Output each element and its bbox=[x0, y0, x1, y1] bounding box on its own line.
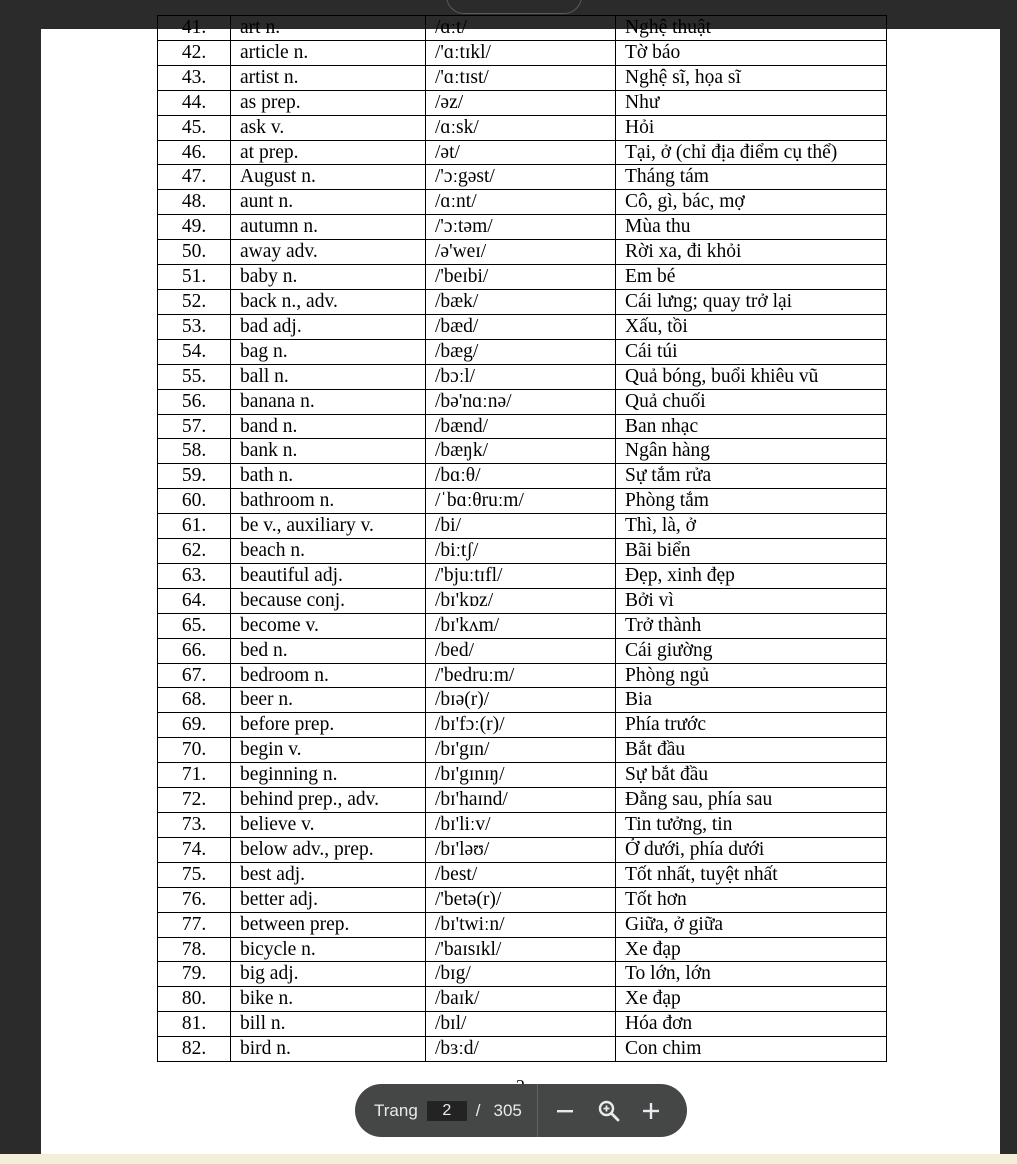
word-cell: bedroom n. bbox=[231, 663, 426, 688]
meaning-cell: Tốt hơn bbox=[616, 887, 887, 912]
vocabulary-table bbox=[157, 15, 887, 1062]
top-tab-handle bbox=[446, 0, 582, 14]
row-number: 41. bbox=[158, 16, 231, 41]
ipa-cell: /'ɑːtɪst/ bbox=[426, 65, 616, 90]
table-row bbox=[158, 713, 887, 738]
page-label: Trang bbox=[374, 1100, 418, 1120]
table-row bbox=[158, 862, 887, 887]
ipa-cell: /bɪ'fɔː(r)/ bbox=[426, 713, 616, 738]
table-row bbox=[158, 314, 887, 339]
meaning-cell: Tốt nhất, tuyệt nhất bbox=[616, 862, 887, 887]
ipa-cell: /'ɔːgəst/ bbox=[426, 165, 616, 190]
word-cell: article n. bbox=[231, 40, 426, 65]
word-cell: bank n. bbox=[231, 439, 426, 464]
row-number: 63. bbox=[158, 563, 231, 588]
word-cell: art n. bbox=[231, 16, 426, 41]
ipa-cell: /bɔːl/ bbox=[426, 364, 616, 389]
word-cell: band n. bbox=[231, 414, 426, 439]
table-row bbox=[158, 837, 887, 862]
zoom-icon bbox=[597, 1099, 621, 1123]
meaning-cell: Hóa đơn bbox=[616, 1012, 887, 1037]
table-row bbox=[158, 16, 887, 41]
word-cell: behind prep., adv. bbox=[231, 788, 426, 813]
word-cell: better adj. bbox=[231, 887, 426, 912]
ipa-cell: /bɪ'gɪnɪŋ/ bbox=[426, 763, 616, 788]
word-cell: artist n. bbox=[231, 65, 426, 90]
word-cell: believe v. bbox=[231, 813, 426, 838]
table-row bbox=[158, 788, 887, 813]
table-row bbox=[158, 688, 887, 713]
word-cell: begin v. bbox=[231, 738, 426, 763]
table-row bbox=[158, 563, 887, 588]
ipa-cell: /bi/ bbox=[426, 514, 616, 539]
vocabulary-table-body bbox=[158, 16, 887, 1062]
row-number: 74. bbox=[158, 837, 231, 862]
bottom-taskbar-strip bbox=[0, 1154, 1017, 1164]
ipa-cell: /'baɪsɪkl/ bbox=[426, 937, 616, 962]
table-row bbox=[158, 464, 887, 489]
total-pages: 305 bbox=[493, 1100, 522, 1120]
meaning-cell: Nghệ thuật bbox=[616, 16, 887, 41]
meaning-cell: Tháng tám bbox=[616, 165, 887, 190]
ipa-cell: /bɪə(r)/ bbox=[426, 688, 616, 713]
row-number: 76. bbox=[158, 887, 231, 912]
meaning-cell: Sự bắt đầu bbox=[616, 763, 887, 788]
word-cell: bathroom n. bbox=[231, 489, 426, 514]
word-cell: at prep. bbox=[231, 140, 426, 165]
ipa-cell: /bænd/ bbox=[426, 414, 616, 439]
row-number: 55. bbox=[158, 364, 231, 389]
table-row bbox=[158, 389, 887, 414]
row-number: 65. bbox=[158, 613, 231, 638]
ipa-cell: /'bedruːm/ bbox=[426, 663, 616, 688]
word-cell: before prep. bbox=[231, 713, 426, 738]
word-cell: beautiful adj. bbox=[231, 563, 426, 588]
table-row bbox=[158, 638, 887, 663]
ipa-cell: /bɪ'kɒz/ bbox=[426, 588, 616, 613]
pdf-page bbox=[41, 17, 1000, 1154]
meaning-cell: Giữa, ở giữa bbox=[616, 912, 887, 937]
row-number: 79. bbox=[158, 962, 231, 987]
ipa-cell: /bæg/ bbox=[426, 339, 616, 364]
page-number-input[interactable] bbox=[427, 1101, 467, 1121]
table-row bbox=[158, 663, 887, 688]
word-cell: autumn n. bbox=[231, 215, 426, 240]
row-number: 50. bbox=[158, 240, 231, 265]
table-row bbox=[158, 763, 887, 788]
ipa-cell: /'ɑːtɪkl/ bbox=[426, 40, 616, 65]
word-cell: ball n. bbox=[231, 364, 426, 389]
ipa-cell: /ə'weɪ/ bbox=[426, 240, 616, 265]
table-row bbox=[158, 140, 887, 165]
table-row bbox=[158, 190, 887, 215]
meaning-cell: Đẹp, xinh đẹp bbox=[616, 563, 887, 588]
word-cell: ask v. bbox=[231, 115, 426, 140]
ipa-cell: /bɑːθ/ bbox=[426, 464, 616, 489]
ipa-cell: /bə'nɑːnə/ bbox=[426, 389, 616, 414]
row-number: 75. bbox=[158, 862, 231, 887]
ipa-cell: /'ɔːtəm/ bbox=[426, 215, 616, 240]
meaning-cell: Xe đạp bbox=[616, 987, 887, 1012]
table-row bbox=[158, 439, 887, 464]
row-number: 82. bbox=[158, 1037, 231, 1062]
meaning-cell: Như bbox=[616, 90, 887, 115]
row-number: 71. bbox=[158, 763, 231, 788]
word-cell: become v. bbox=[231, 613, 426, 638]
table-row bbox=[158, 289, 887, 314]
row-number: 59. bbox=[158, 464, 231, 489]
table-row bbox=[158, 215, 887, 240]
table-row bbox=[158, 613, 887, 638]
ipa-cell: /'bjuːtɪfl/ bbox=[426, 563, 616, 588]
ipa-cell: /bɪg/ bbox=[426, 962, 616, 987]
row-number: 42. bbox=[158, 40, 231, 65]
row-number: 66. bbox=[158, 638, 231, 663]
row-number: 56. bbox=[158, 389, 231, 414]
meaning-cell: Bia bbox=[616, 688, 887, 713]
meaning-cell: Nghệ sĩ, họa sĩ bbox=[616, 65, 887, 90]
ipa-cell: /bɪ'kʌm/ bbox=[426, 613, 616, 638]
table-row bbox=[158, 1012, 887, 1037]
row-number: 80. bbox=[158, 987, 231, 1012]
word-cell: bad adj. bbox=[231, 314, 426, 339]
table-row bbox=[158, 539, 887, 564]
table-row bbox=[158, 489, 887, 514]
row-number: 49. bbox=[158, 215, 231, 240]
row-number: 77. bbox=[158, 912, 231, 937]
row-number: 61. bbox=[158, 514, 231, 539]
word-cell: bike n. bbox=[231, 987, 426, 1012]
word-cell: aunt n. bbox=[231, 190, 426, 215]
word-cell: bed n. bbox=[231, 638, 426, 663]
meaning-cell: Bởi vì bbox=[616, 588, 887, 613]
row-number: 43. bbox=[158, 65, 231, 90]
meaning-cell: Ở dưới, phía dưới bbox=[616, 837, 887, 862]
table-row bbox=[158, 1037, 887, 1062]
row-number: 44. bbox=[158, 90, 231, 115]
word-cell: between prep. bbox=[231, 912, 426, 937]
row-number: 64. bbox=[158, 588, 231, 613]
meaning-cell: Xe đạp bbox=[616, 937, 887, 962]
table-row bbox=[158, 937, 887, 962]
word-cell: back n., adv. bbox=[231, 289, 426, 314]
word-cell: best adj. bbox=[231, 862, 426, 887]
row-number: 73. bbox=[158, 813, 231, 838]
meaning-cell: Đằng sau, phía sau bbox=[616, 788, 887, 813]
zoom-button[interactable] bbox=[596, 1096, 622, 1126]
ipa-cell: /ɑːsk/ bbox=[426, 115, 616, 140]
word-cell: bag n. bbox=[231, 339, 426, 364]
ipa-cell: /best/ bbox=[426, 862, 616, 887]
ipa-cell: /bɪl/ bbox=[426, 1012, 616, 1037]
meaning-cell: Cô, gì, bác, mợ bbox=[616, 190, 887, 215]
row-number: 81. bbox=[158, 1012, 231, 1037]
page-separator: / bbox=[475, 1100, 481, 1120]
ipa-cell: /bɪ'gɪn/ bbox=[426, 738, 616, 763]
row-number: 67. bbox=[158, 663, 231, 688]
ipa-cell: /bɪ'twiːn/ bbox=[426, 912, 616, 937]
row-number: 47. bbox=[158, 165, 231, 190]
meaning-cell: Trở thành bbox=[616, 613, 887, 638]
ipa-cell: /ɑːnt/ bbox=[426, 190, 616, 215]
meaning-cell: Phòng ngủ bbox=[616, 663, 887, 688]
table-row bbox=[158, 588, 887, 613]
table-row bbox=[158, 987, 887, 1012]
pager-divider bbox=[537, 1084, 538, 1137]
meaning-cell: Quả bóng, buổi khiêu vũ bbox=[616, 364, 887, 389]
table-row bbox=[158, 738, 887, 763]
word-cell: banana n. bbox=[231, 389, 426, 414]
table-row bbox=[158, 265, 887, 290]
meaning-cell: Tin tưởng, tin bbox=[616, 813, 887, 838]
meaning-cell: Xấu, tồi bbox=[616, 314, 887, 339]
meaning-cell: Em bé bbox=[616, 265, 887, 290]
row-number: 46. bbox=[158, 140, 231, 165]
meaning-cell: Tờ báo bbox=[616, 40, 887, 65]
meaning-cell: Cái túi bbox=[616, 339, 887, 364]
ipa-cell: /bed/ bbox=[426, 638, 616, 663]
row-number: 53. bbox=[158, 314, 231, 339]
row-number: 70. bbox=[158, 738, 231, 763]
ipa-cell: /'beɪbi/ bbox=[426, 265, 616, 290]
meaning-cell: Bãi biển bbox=[616, 539, 887, 564]
word-cell: be v., auxiliary v. bbox=[231, 514, 426, 539]
ipa-cell: /bæd/ bbox=[426, 314, 616, 339]
meaning-cell: Cái giường bbox=[616, 638, 887, 663]
row-number: 72. bbox=[158, 788, 231, 813]
meaning-cell: Sự tắm rửa bbox=[616, 464, 887, 489]
word-cell: beer n. bbox=[231, 688, 426, 713]
ipa-cell: /bɪ'ləʊ/ bbox=[426, 837, 616, 862]
meaning-cell: Bắt đầu bbox=[616, 738, 887, 763]
plus-icon bbox=[641, 1101, 661, 1121]
table-row bbox=[158, 887, 887, 912]
meaning-cell: Quả chuối bbox=[616, 389, 887, 414]
table-row bbox=[158, 90, 887, 115]
word-cell: beginning n. bbox=[231, 763, 426, 788]
word-cell: because conj. bbox=[231, 588, 426, 613]
word-cell: away adv. bbox=[231, 240, 426, 265]
word-cell: big adj. bbox=[231, 962, 426, 987]
word-cell: as prep. bbox=[231, 90, 426, 115]
meaning-cell: Ban nhạc bbox=[616, 414, 887, 439]
meaning-cell: To lớn, lớn bbox=[616, 962, 887, 987]
word-cell: bath n. bbox=[231, 464, 426, 489]
ipa-cell: /biːtʃ/ bbox=[426, 539, 616, 564]
row-number: 78. bbox=[158, 937, 231, 962]
zoom-out-button[interactable] bbox=[550, 1096, 580, 1126]
ipa-cell: /ət/ bbox=[426, 140, 616, 165]
table-row bbox=[158, 165, 887, 190]
table-row bbox=[158, 962, 887, 987]
meaning-cell: Hỏi bbox=[616, 115, 887, 140]
row-number: 69. bbox=[158, 713, 231, 738]
ipa-cell: /bæk/ bbox=[426, 289, 616, 314]
ipa-cell: /'betə(r)/ bbox=[426, 887, 616, 912]
table-row bbox=[158, 414, 887, 439]
word-cell: baby n. bbox=[231, 265, 426, 290]
ipa-cell: /ɑːt/ bbox=[426, 16, 616, 41]
table-row bbox=[158, 65, 887, 90]
meaning-cell: Thì, là, ở bbox=[616, 514, 887, 539]
meaning-cell: Tại, ở (chỉ địa điểm cụ thể) bbox=[616, 140, 887, 165]
table-row bbox=[158, 364, 887, 389]
row-number: 57. bbox=[158, 414, 231, 439]
zoom-in-button[interactable] bbox=[636, 1096, 666, 1126]
ipa-cell: /bɪ'haɪnd/ bbox=[426, 788, 616, 813]
ipa-cell: /bɪ'liːv/ bbox=[426, 813, 616, 838]
row-number: 52. bbox=[158, 289, 231, 314]
row-number: 48. bbox=[158, 190, 231, 215]
meaning-cell: Phòng tắm bbox=[616, 489, 887, 514]
row-number: 60. bbox=[158, 489, 231, 514]
meaning-cell: Cái lưng; quay trở lại bbox=[616, 289, 887, 314]
row-number: 45. bbox=[158, 115, 231, 140]
ipa-cell: /bæŋk/ bbox=[426, 439, 616, 464]
table-row bbox=[158, 514, 887, 539]
meaning-cell: Phía trước bbox=[616, 713, 887, 738]
word-cell: bird n. bbox=[231, 1037, 426, 1062]
meaning-cell: Ngân hàng bbox=[616, 439, 887, 464]
row-number: 58. bbox=[158, 439, 231, 464]
ipa-cell: /baɪk/ bbox=[426, 987, 616, 1012]
meaning-cell: Con chim bbox=[616, 1037, 887, 1062]
ipa-cell: /əz/ bbox=[426, 90, 616, 115]
meaning-cell: Mùa thu bbox=[616, 215, 887, 240]
table-row bbox=[158, 240, 887, 265]
word-cell: below adv., prep. bbox=[231, 837, 426, 862]
table-row bbox=[158, 40, 887, 65]
row-number: 54. bbox=[158, 339, 231, 364]
table-row bbox=[158, 115, 887, 140]
ipa-cell: /bɜːd/ bbox=[426, 1037, 616, 1062]
table-row bbox=[158, 912, 887, 937]
word-cell: bill n. bbox=[231, 1012, 426, 1037]
row-number: 68. bbox=[158, 688, 231, 713]
word-cell: August n. bbox=[231, 165, 426, 190]
minus-icon bbox=[555, 1101, 575, 1121]
word-cell: bicycle n. bbox=[231, 937, 426, 962]
row-number: 51. bbox=[158, 265, 231, 290]
word-cell: beach n. bbox=[231, 539, 426, 564]
ipa-cell: /ˈbɑːθruːm/ bbox=[426, 489, 616, 514]
table-row bbox=[158, 339, 887, 364]
table-row bbox=[158, 813, 887, 838]
page-navigation-bar bbox=[355, 1084, 687, 1137]
meaning-cell: Rời xa, đi khỏi bbox=[616, 240, 887, 265]
row-number: 62. bbox=[158, 539, 231, 564]
